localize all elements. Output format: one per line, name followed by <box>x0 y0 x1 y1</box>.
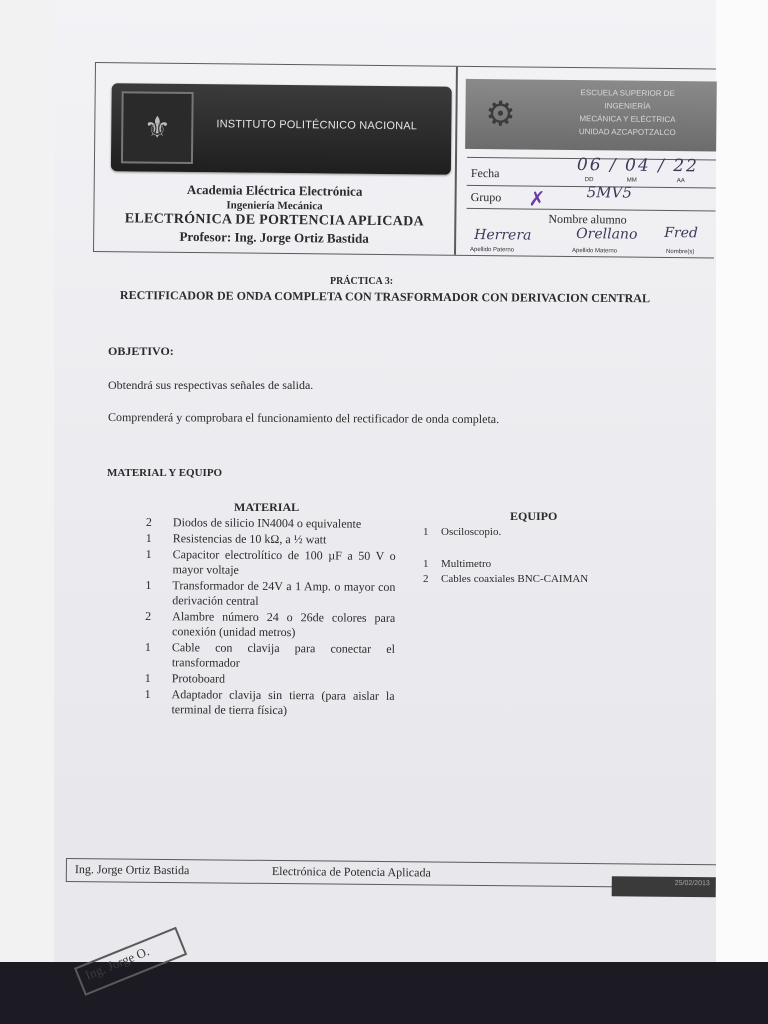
equipo-list <box>423 525 663 587</box>
item-desc: Capacitor electrolítico de 100 µF a 50 V o mayor voltaje <box>172 547 396 577</box>
list-item <box>423 525 663 540</box>
material-heading: MATERIAL <box>234 500 300 514</box>
material-equipo-heading: MATERIAL Y EQUIPO <box>107 467 223 479</box>
item-qty: 1 <box>423 526 429 538</box>
item-desc: Transformador de 24V a 1 Amp. o mayor con derivación central <box>172 578 396 608</box>
item-desc: Osciloscopio. <box>441 526 502 538</box>
item-desc: Cables coaxiales BNC-CAIMAN <box>441 573 589 585</box>
apellido-materno-label: Apellido Materno <box>572 248 618 255</box>
list-item <box>144 687 394 719</box>
equipo-heading: EQUIPO <box>510 509 558 523</box>
aa-label: AA <box>676 178 685 185</box>
item-desc: Protoboard <box>171 671 226 686</box>
list-item <box>145 671 395 688</box>
objetivo-heading: OBJETIVO: <box>108 344 174 358</box>
apellido-paterno-value: Herrera <box>474 226 532 244</box>
item-qty: 1 <box>145 577 152 593</box>
item-desc: Diodos de silicio IN4004 o equivalente <box>172 515 362 531</box>
list-item <box>145 609 395 641</box>
list-item <box>146 515 396 532</box>
apellido-materno-value: Orellano <box>576 226 638 243</box>
fecha-value: 06 / 04 / 22 <box>576 155 700 177</box>
esime-banner <box>465 79 717 152</box>
esime-line: ESCUELA SUPERIOR DE <box>580 88 675 99</box>
objetivo-line: Obtendrá sus respectivas señales de salida. <box>108 378 314 392</box>
practica-number: PRÁCTICA 3: <box>330 276 394 287</box>
footer-date: 25/02/2013 <box>612 876 716 897</box>
document-header <box>93 62 716 258</box>
item-desc: Resistencias de 10 kΩ, a ½ watt <box>172 531 327 547</box>
profesor-name: Profesor: Ing. Jorge Ortiz Bastida <box>179 228 369 246</box>
esime-logo-icon: ⚙ <box>485 96 516 134</box>
material-list <box>144 515 396 720</box>
ipn-logo-icon: ⚜ <box>121 91 194 164</box>
footer-name: Ing. Jorge Ortiz Bastida <box>74 862 190 878</box>
nombre-label: Nombre alumno <box>548 211 627 227</box>
grupo-value: 5MV5 <box>586 183 633 202</box>
item-desc: Adaptador clavija sin tierra (para aislar la terminal de tierra física) <box>171 687 395 718</box>
apellido-paterno-label: Apellido Paterno <box>470 246 515 254</box>
ipn-banner <box>111 83 452 175</box>
ipn-title: INSTITUTO POLITÉCNICO NACIONAL <box>216 118 418 133</box>
carrera-name: Ingeniería Mecánica <box>226 199 323 213</box>
item-desc: Multimetro <box>441 558 492 570</box>
list-item <box>423 572 663 587</box>
nombres-label: Nombre(s) <box>666 248 695 256</box>
practica-title: RECTIFICADOR DE ONDA COMPLETA CON TRASFORMADOR CON DERIVACION CENTRAL <box>119 288 651 306</box>
esime-line: INGENIERÍA <box>604 101 651 111</box>
list-item <box>145 640 395 672</box>
esime-line: UNIDAD AZCAPOTZALCO <box>578 127 676 138</box>
academia-name: Academia Eléctrica Electrónica <box>186 181 363 199</box>
item-qty: 1 <box>145 530 152 546</box>
check-mark-icon: ✗ <box>528 186 546 211</box>
item-desc: Alambre número 24 o 26de colores para conexión (unidad metros) <box>172 609 396 640</box>
background-right <box>716 0 768 1024</box>
item-qty: 1 <box>144 639 152 655</box>
esime-line: MECÁNICA Y ELÉCTRICA <box>579 114 676 125</box>
item-qty: 1 <box>423 558 429 570</box>
nombre-value: Fred <box>664 224 698 242</box>
list-item <box>145 578 395 610</box>
item-qty: 1 <box>144 670 151 686</box>
grupo-label: Grupo <box>470 189 502 205</box>
item-qty: 1 <box>144 686 151 702</box>
footer-stamp: Ing. Jorge O. <box>74 927 187 996</box>
item-qty: 2 <box>145 515 152 530</box>
list-item <box>146 547 396 579</box>
academia-block <box>94 181 455 248</box>
dd-label: DD <box>584 177 594 184</box>
objetivo-line: Comprenderá y comprobara el funcionamiento del rectificador de onda completa. <box>107 410 500 427</box>
item-qty: 2 <box>145 608 152 624</box>
list-item <box>146 531 396 548</box>
footer-course: Electrónica de Potencia Aplicada <box>271 863 431 880</box>
esime-text <box>547 86 708 140</box>
item-qty: 2 <box>423 573 429 585</box>
nombre-row <box>466 208 715 260</box>
mm-label: MM <box>626 177 637 184</box>
item-qty: 1 <box>145 546 152 562</box>
item-desc: Cable con clavija para conectar el transformador <box>171 640 396 670</box>
header-divider <box>454 67 457 255</box>
list-item <box>423 557 663 572</box>
materia-name: ELECTRÓNICA DE PORTENCIA APLICADA <box>124 211 425 230</box>
fecha-label: Fecha <box>470 165 500 181</box>
background-left <box>0 0 54 1024</box>
